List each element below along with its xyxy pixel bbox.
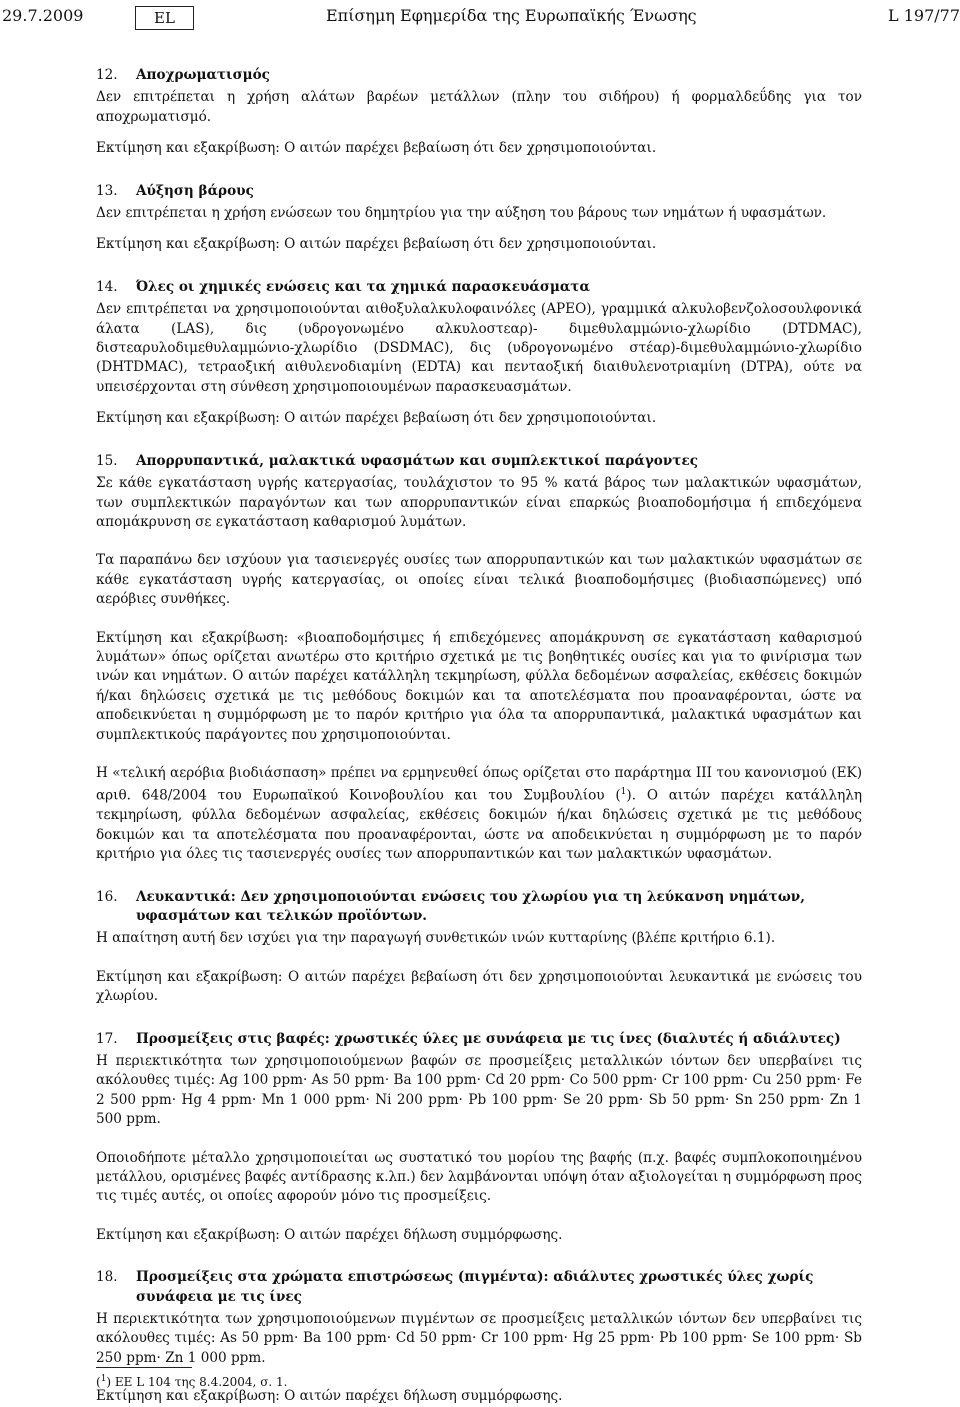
assessment-paragraph: Εκτίμηση και εξακρίβωση: Ο αιτών παρέχει βεβαίωση ότι δεν χρησιμοποιούνται. <box>96 410 657 427</box>
paragraph-text: Η «τελική αερόβια βιοδιάσπαση» πρέπει να ερμηνευθεί όπως ορίζεται στο παράρτημα III του κανονισμού (ΕΚ) αριθ. 648/2004 του Ευρωπαϊκού Κοινοβουλίου και του Συμβουλίου ( <box>96 764 862 804</box>
section-number: 17. <box>96 1030 118 1047</box>
assessment-paragraph: Εκτίμηση και εξακρίβωση: Ο αιτών παρέχει βεβαίωση ότι δεν χρησιμοποιούνται. <box>96 140 657 157</box>
section-12-heading <box>96 66 862 85</box>
section-title: Προσμείξεις στα χρώματα επιστρώσεως (πιγμέντα): αδιάλυτες χρωστικές ύλες χωρίς συνάφεια με τις ίνες <box>136 1269 814 1305</box>
section-number: 18. <box>96 1269 118 1286</box>
section-15-heading <box>96 452 862 471</box>
footnote-reference[interactable]: 1 <box>620 787 627 798</box>
section-17-heading <box>96 1030 862 1049</box>
section-title: Αύξηση βάρους <box>136 182 254 199</box>
paragraph: Οποιοδήποτε μέταλλο χρησιμοποιείται ως συστατικό του μορίου της βαφής (π.χ. βαφές συμπλοκοποιημένου μετάλλου, ορισμένες βαφές αντίδρασης κ.λπ.) δεν λαμβάνονται υπόψη όταν αξιολογείται η συμμόρφωση προς τις τιμές αυτές, οι οποίες αφορούν μόνο τις προσμείξεις. <box>96 1149 862 1205</box>
section-number: 12. <box>96 67 118 83</box>
section-16-heading <box>96 888 862 927</box>
paragraph: Δεν επιτρέπεται η χρήση αλάτων βαρέων μετάλλων (πλην του σιδήρου) ή φορμαλδεΰδης για τον αποχρωματισμό. <box>96 89 862 125</box>
paragraph: Δεν επιτρέπεται η χρήση ενώσεων του δημητρίου για την αύξηση του βάρους των νημάτων ή υφασμάτων. <box>96 205 827 222</box>
paragraph: Η περιεκτικότητα των χρησιμοποιούμενων πιγμέντων σε προσμείξεις μεταλλικών ιόντων δεν υπερβαίνει τις ακόλουθες τιμές: As 50 ppm· Ba 100 ppm· Cd 50 ppm· Cr 100 ppm· Hg 25 ppm· Pb 100 ppm· Se 100 ppm· Sb 250 ppm· Zn 1 000 ppm. <box>96 1311 862 1366</box>
paragraph-text: ). Ο αιτών παρέχει κατάλληλη τεκμηρίωση, φύλλα δεδομένων ασφαλείας, εκθέσεις δοκιμών ή/και δηλώσεις σχετικά με τις μεθόδους δοκιμών και τα αποτελέσματα που προαναφέρονται, ώστε να αποδεικνύεται η συμμόρφωση με το παρόν κριτήριο για όλες τις τασιενεργές ουσίες των απορρυπαντικών και των μαλακτικών υφασμάτων. <box>96 787 863 863</box>
section-number: 13. <box>96 182 118 199</box>
header-date: 29.7.2009 <box>2 6 84 25</box>
paragraph: Σε κάθε εγκατάσταση υγρής κατεργασίας, τουλάχιστον το 95 % κατά βάρος των μαλακτικών υφασμάτων, των συμπλεκτικών παραγόντων και των απορρυπαντικών είναι επαρκώς βιοαποδομήσιμα ή επιδεχόμενα απομάκρυνση σε εγκατάσταση καθαρισμού λυμάτων. <box>96 475 862 530</box>
assessment-paragraph: Εκτίμηση και εξακρίβωση: Ο αιτών παρέχει δήλωση συμμόρφωσης. <box>96 1388 563 1405</box>
section-title: Προσμείξεις στις βαφές: χρωστικές ύλες με συνάφεια με τις ίνες (διαλυτές ή αδιάλυτες) <box>136 1030 841 1047</box>
footnote-text: ΕΕ L 104 της 8.4.2004, σ. 1. <box>114 1375 288 1389</box>
paragraph: Δεν επιτρέπεται να χρησιμοποιούνται αιθοξυλαλκυλοφαινόλες (APEO), γραμμικά αλκυλοβενζολοσουλφονικά άλατα (LAS), δις (υδρογονωμένο αλκυλοστεαρ)- διμεθυλαμμώνιο-χλωρίδιο (DTDMAC), διστεαρυλοδιμεθυλαμμώνιο-χλωρίδιο (DSDMAC), δις (υδρογονωμένο στέαρ)-διμεθυλαμμώνιο-χλωρίδιο (DHTDMAC), τετραοξική αιθυλενοδιαμίνη (EDTA) και πενταοξική διαιθυλενοτριαμίνη (DTPA), ούτε να υπεισέρχονται στη σύνθεση χρησιμοποιουμένων παρασκευασμάτων. <box>96 301 862 395</box>
assessment-paragraph: Εκτίμηση και εξακρίβωση: Ο αιτών παρέχει βεβαίωση ότι δεν χρησιμοποιούνται. <box>96 236 657 253</box>
page-header <box>0 6 960 36</box>
footnote-marker: 1 <box>100 1374 107 1384</box>
section-number: 15. <box>96 452 118 469</box>
assessment-paragraph: Εκτίμηση και εξακρίβωση: Ο αιτών παρέχει δήλωση συμμόρφωσης. <box>96 1226 563 1243</box>
assessment-paragraph: Εκτίμηση και εξακρίβωση: «βιοαποδομήσιμες ή επιδεχόμενες απομάκρυνση σε εγκατάσταση καθαρισμού λυμάτων» όπως ορίζεται ανωτέρω στο κριτήριο σχετικά με τις βοηθητικές ουσίες και για το φινίρισμα των ινών και νημάτων. Ο αιτών παρέχει κατάλληλη τεκμηρίωση, φύλλα δεδομένων ασφαλείας, εκθέσεις δοκιμών ή/και δηλώσεις σχετικά με τις μεθόδους δοκιμών και τα αποτελέσματα που προαναφέρονται, ώστε να αποδεικνύεται η συμμόρφωση με το παρόν κριτήριο για όλα τα απορρυπαντικά, μαλακτικά υφασμάτων και συμπλεκτικούς παράγοντες που χρησιμοποιούνται. <box>96 629 862 743</box>
footnote: ($^1$) ΕΕ L 104 της 8.4.2004, σ. 1. <box>96 1374 288 1389</box>
paragraph <box>96 764 862 865</box>
section-title: Απορρυπαντικά, μαλακτικά υφασμάτων και συμπλεκτικοί παράγοντες <box>136 452 698 469</box>
footnote-divider <box>96 1367 192 1368</box>
section-title: Αποχρωματισμός <box>136 67 270 83</box>
section-13-heading <box>96 182 862 201</box>
section-number: 16. <box>96 888 118 905</box>
language-code-box: EL <box>135 6 194 30</box>
document-body <box>96 66 862 1407</box>
section-number: 14. <box>96 278 118 295</box>
assessment-paragraph: Εκτίμηση και εξακρίβωση: Ο αιτών παρέχει βεβαίωση ότι δεν χρησιμοποιούνται λευκαντικά με ενώσεις του χλωρίου. <box>96 968 862 1005</box>
section-title: Λευκαντικά: Δεν χρησιμοποιούνται ενώσεις του χλωρίου για τη λεύκανση νημάτων, υφασμάτων και τελικών προϊόντων. <box>136 888 805 924</box>
section-title: Όλες οι χημικές ενώσεις και τα χημικά παρασκευάσματα <box>136 278 590 295</box>
paragraph: Η απαίτηση αυτή δεν ισχύει για την παραγωγή συνθετικών ινών κυτταρίνης (βλέπε κριτήριο 6.1). <box>96 930 776 947</box>
journal-title: Επίσημη Εφημερίδα της Ευρωπαϊκής Ένωσης <box>326 6 697 25</box>
section-14-heading <box>96 278 862 297</box>
page-number: L 197/77 <box>888 6 960 25</box>
paragraph: Τα παραπάνω δεν ισχύουν για τασιενεργές ουσίες των απορρυπαντικών και των μαλακτικών υφασμάτων σε κάθε εγκατάσταση υγρής κατεργασίας, οι οποίες είναι τελικά βιοαποδομήσιμες (βιοδιασπώμενες) υπό αερόβιες συνθήκες. <box>96 552 862 608</box>
section-18-heading <box>96 1268 862 1307</box>
paragraph: Η περιεκτικότητα των χρησιμοποιούμενων βαφών σε προσμείξεις μεταλλικών ιόντων δεν υπερβαίνει τις ακόλουθες τιμές: Ag 100 ppm· As 50 ppm· Ba 100 ppm· Cd 20 ppm· Co 500 ppm· Cr 100 ppm· Cu 250 ppm· Fe 2 500 ppm· Hg 4 ppm· Mn 1 000 ppm· Ni 200 ppm· Pb 100 ppm· Se 20 ppm· Sb 50 ppm· Sn 250 ppm· Zn 1 500 ppm. <box>96 1052 862 1128</box>
